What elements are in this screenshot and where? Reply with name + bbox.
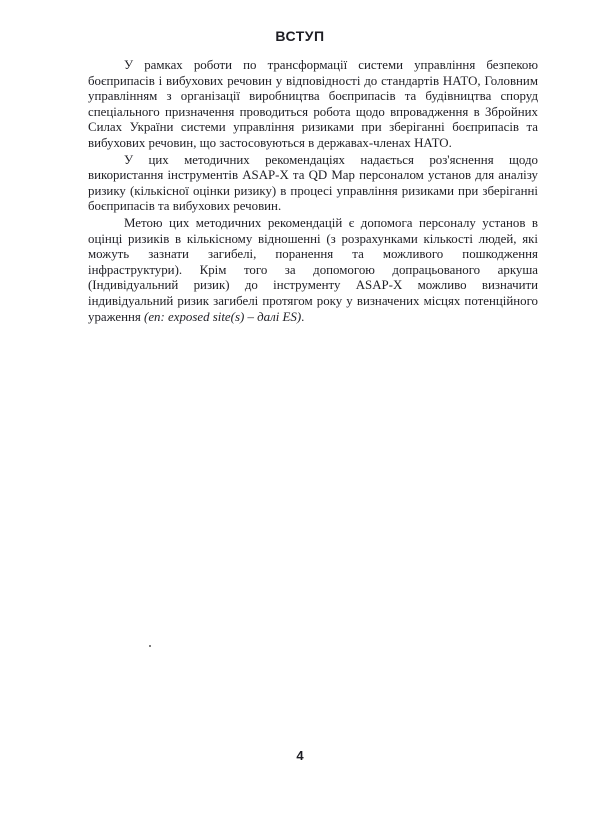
body-text [88,58,538,325]
scan-speck [149,645,151,647]
paragraph-3 [88,216,538,325]
paragraph-3-italic: (en: exposed site(s) – далі ES) [144,309,302,324]
paragraph-3-end: . [301,309,305,324]
paragraph-3-text: Метою цих методичних рекомендацій є допомога персоналу установ в оцінці ризиків в кількісному відношенні (з розрахунками кількості людей, які можуть зазнати загибелі, поранення та можливого пошкодження інфраструктури). Крім того за допомогою допрацьованого аркуша (Індивідуальний ризик) до інструменту ASAP-X можливо визначити індивідуальний ризик загибелі протягом року у визначених місцях потенційного ураження [88,215,538,324]
page-number: 4 [296,748,304,763]
paragraph-1: У рамках роботи по трансформації системи управління безпекою боєприпасів і вибухових речовин у відповідності до стандартів НАТО, Головним управлінням з організації виробництва боєприпасів та будівництва споруд спеціального призначення проводиться робота щодо впровадження в Збройних Силах України системи управління ризиками при зберіганні боєприпасів та вибухових речовин, що застосовуються в державах-членах НАТО. [88,58,538,150]
paragraph-2: У цих методичних рекомендаціях надається роз'яснення щодо використання інструментів ASAP-X та QD Map персоналом установ для аналізу ризику (кількісної оцінки ризику) в процесі управління ризиками при зберіганні боєприпасів та вибухових речовин. [88,152,538,214]
page-title: ВСТУП [275,28,325,44]
